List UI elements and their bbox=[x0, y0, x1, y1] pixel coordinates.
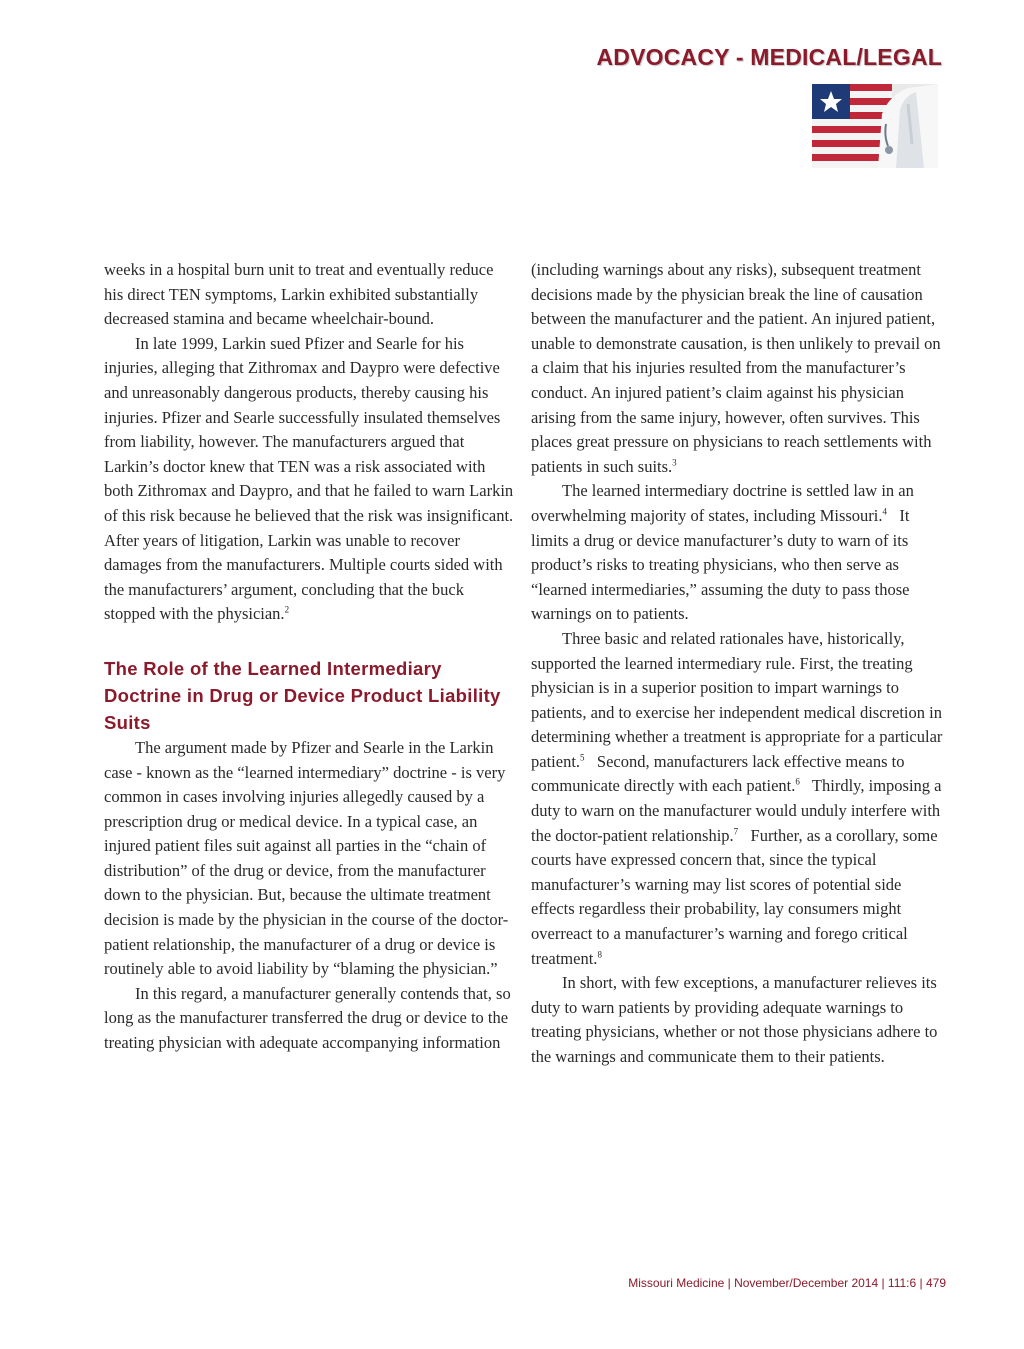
left-column bbox=[104, 258, 516, 1056]
right-column bbox=[531, 258, 946, 1070]
footnote-ref: 5 bbox=[580, 752, 585, 763]
paragraph: In late 1999, Larkin sued Pfizer and Searle for his injuries, alleging that Zithromax and Daypro were defective and unreasonably dangerous products, thereby causing his injuries. Pfizer and Searle successfully insulated themselves from liability, however. The manufacturers argued that Larkin’s doctor knew that TEN was a risk associated with both Zithromax and Daypro, and that he failed to warn Larkin of this risk because he believed that the risk was insignificant. After years of litigation, Larkin was unable to recover damages from the manufacturers. Multiple courts sided with the manufacturers’ argument, concluding that the buck stopped with the physician.$^2$ bbox=[104, 333, 514, 624]
paragraph: The learned intermediary doctrine is settled law in an overwhelming majority of states, including Missouri.$^4$ It limits a drug or device manufacturer’s duty to warn of its product’s risks to treating physicians, who then serve as “learned intermediaries,” assuming the duty to pass those warnings on to patients. bbox=[531, 481, 914, 624]
section-title: ADVOCACY - MEDICAL/LEGAL bbox=[596, 44, 942, 70]
flag-with-doctor-image bbox=[812, 84, 938, 168]
page-footer: Missouri Medicine | November/December 2014 | 111:6 | 479 bbox=[628, 1276, 946, 1290]
footnote-ref: 4 bbox=[882, 506, 887, 517]
paragraph: (including warnings about any risks), subsequent treatment decisions made by the physician break the line of causation between the manufacturer and the patient. An injured patient, unable to demonstrate causation, is then unlikely to prevail on a claim that his injuries resulted from the manufacturer’s conduct. An injured patient’s claim against his physician arising from the same injury, however, often survives. This places great pressure on physicians to reach settlements with patients in such suits.$^3$ bbox=[531, 260, 941, 476]
footnote-ref: 7 bbox=[733, 826, 739, 837]
footnote-ref: 2 bbox=[284, 604, 290, 615]
paragraph: The argument made by Pfizer and Searle in the Larkin case - known as the “learned intermediary” doctrine - is very common in cases involving injuries allegedly caused by a prescription drug or medical device. In a typical case, an injured patient files suit against all parties in the “chain of distribution” of the drug or device, from the manufacturer down to the physician. But, because the ultimate treatment decision is made by the physician in the course of the doctor-patient relationship, the manufacturer of a drug or device is routinely able to avoid liability by “blaming the physician.” bbox=[104, 737, 509, 979]
paragraph: In this regard, a manufacturer generally contends that, so long as the manufacturer transferred the drug or device to the treating physician with adequate accompanying information bbox=[104, 983, 511, 1053]
footnote-ref: 3 bbox=[672, 457, 677, 468]
section-heading: The Role of the Learned Intermediary Doctrine in Drug or Device Product Liability Suits bbox=[104, 657, 501, 733]
footnote-ref: 8 bbox=[597, 949, 602, 960]
paragraph: In short, with few exceptions, a manufacturer relieves its duty to warn patients by providing adequate warnings to treating physicians, whether or not those physicians adhere to the warnings and communicate them to their patients. bbox=[531, 973, 938, 1066]
footnote-ref: 6 bbox=[795, 776, 800, 787]
paragraph: Three basic and related rationales have, historically, supported the learned intermediary rule. First, the treating physician is in a superior position to impart warnings to patients, and to exercise her independent medical discretion in determining whether a treatment is appropriate for a particular patient.$^5$ Second, manufacturers lack effective means to communicate directly with each patient.$^6$ Thirdly, imposing a duty to warn on the manufacturer would unduly interfere with the doctor-patient relationship.$^7$ Further, as a corollary, some courts have expressed concern that, since the typical manufacturer’s warning may list scores of potential side effects regardless their probability, lay consumers might overreact to a manufacturer’s warning and forego critical treatment.$^8$ bbox=[531, 628, 946, 968]
paragraph: weeks in a hospital burn unit to treat and eventually reduce his direct TEN symptoms, Larkin exhibited substantially decreased stamina and became wheelchair-bound. bbox=[104, 260, 494, 329]
